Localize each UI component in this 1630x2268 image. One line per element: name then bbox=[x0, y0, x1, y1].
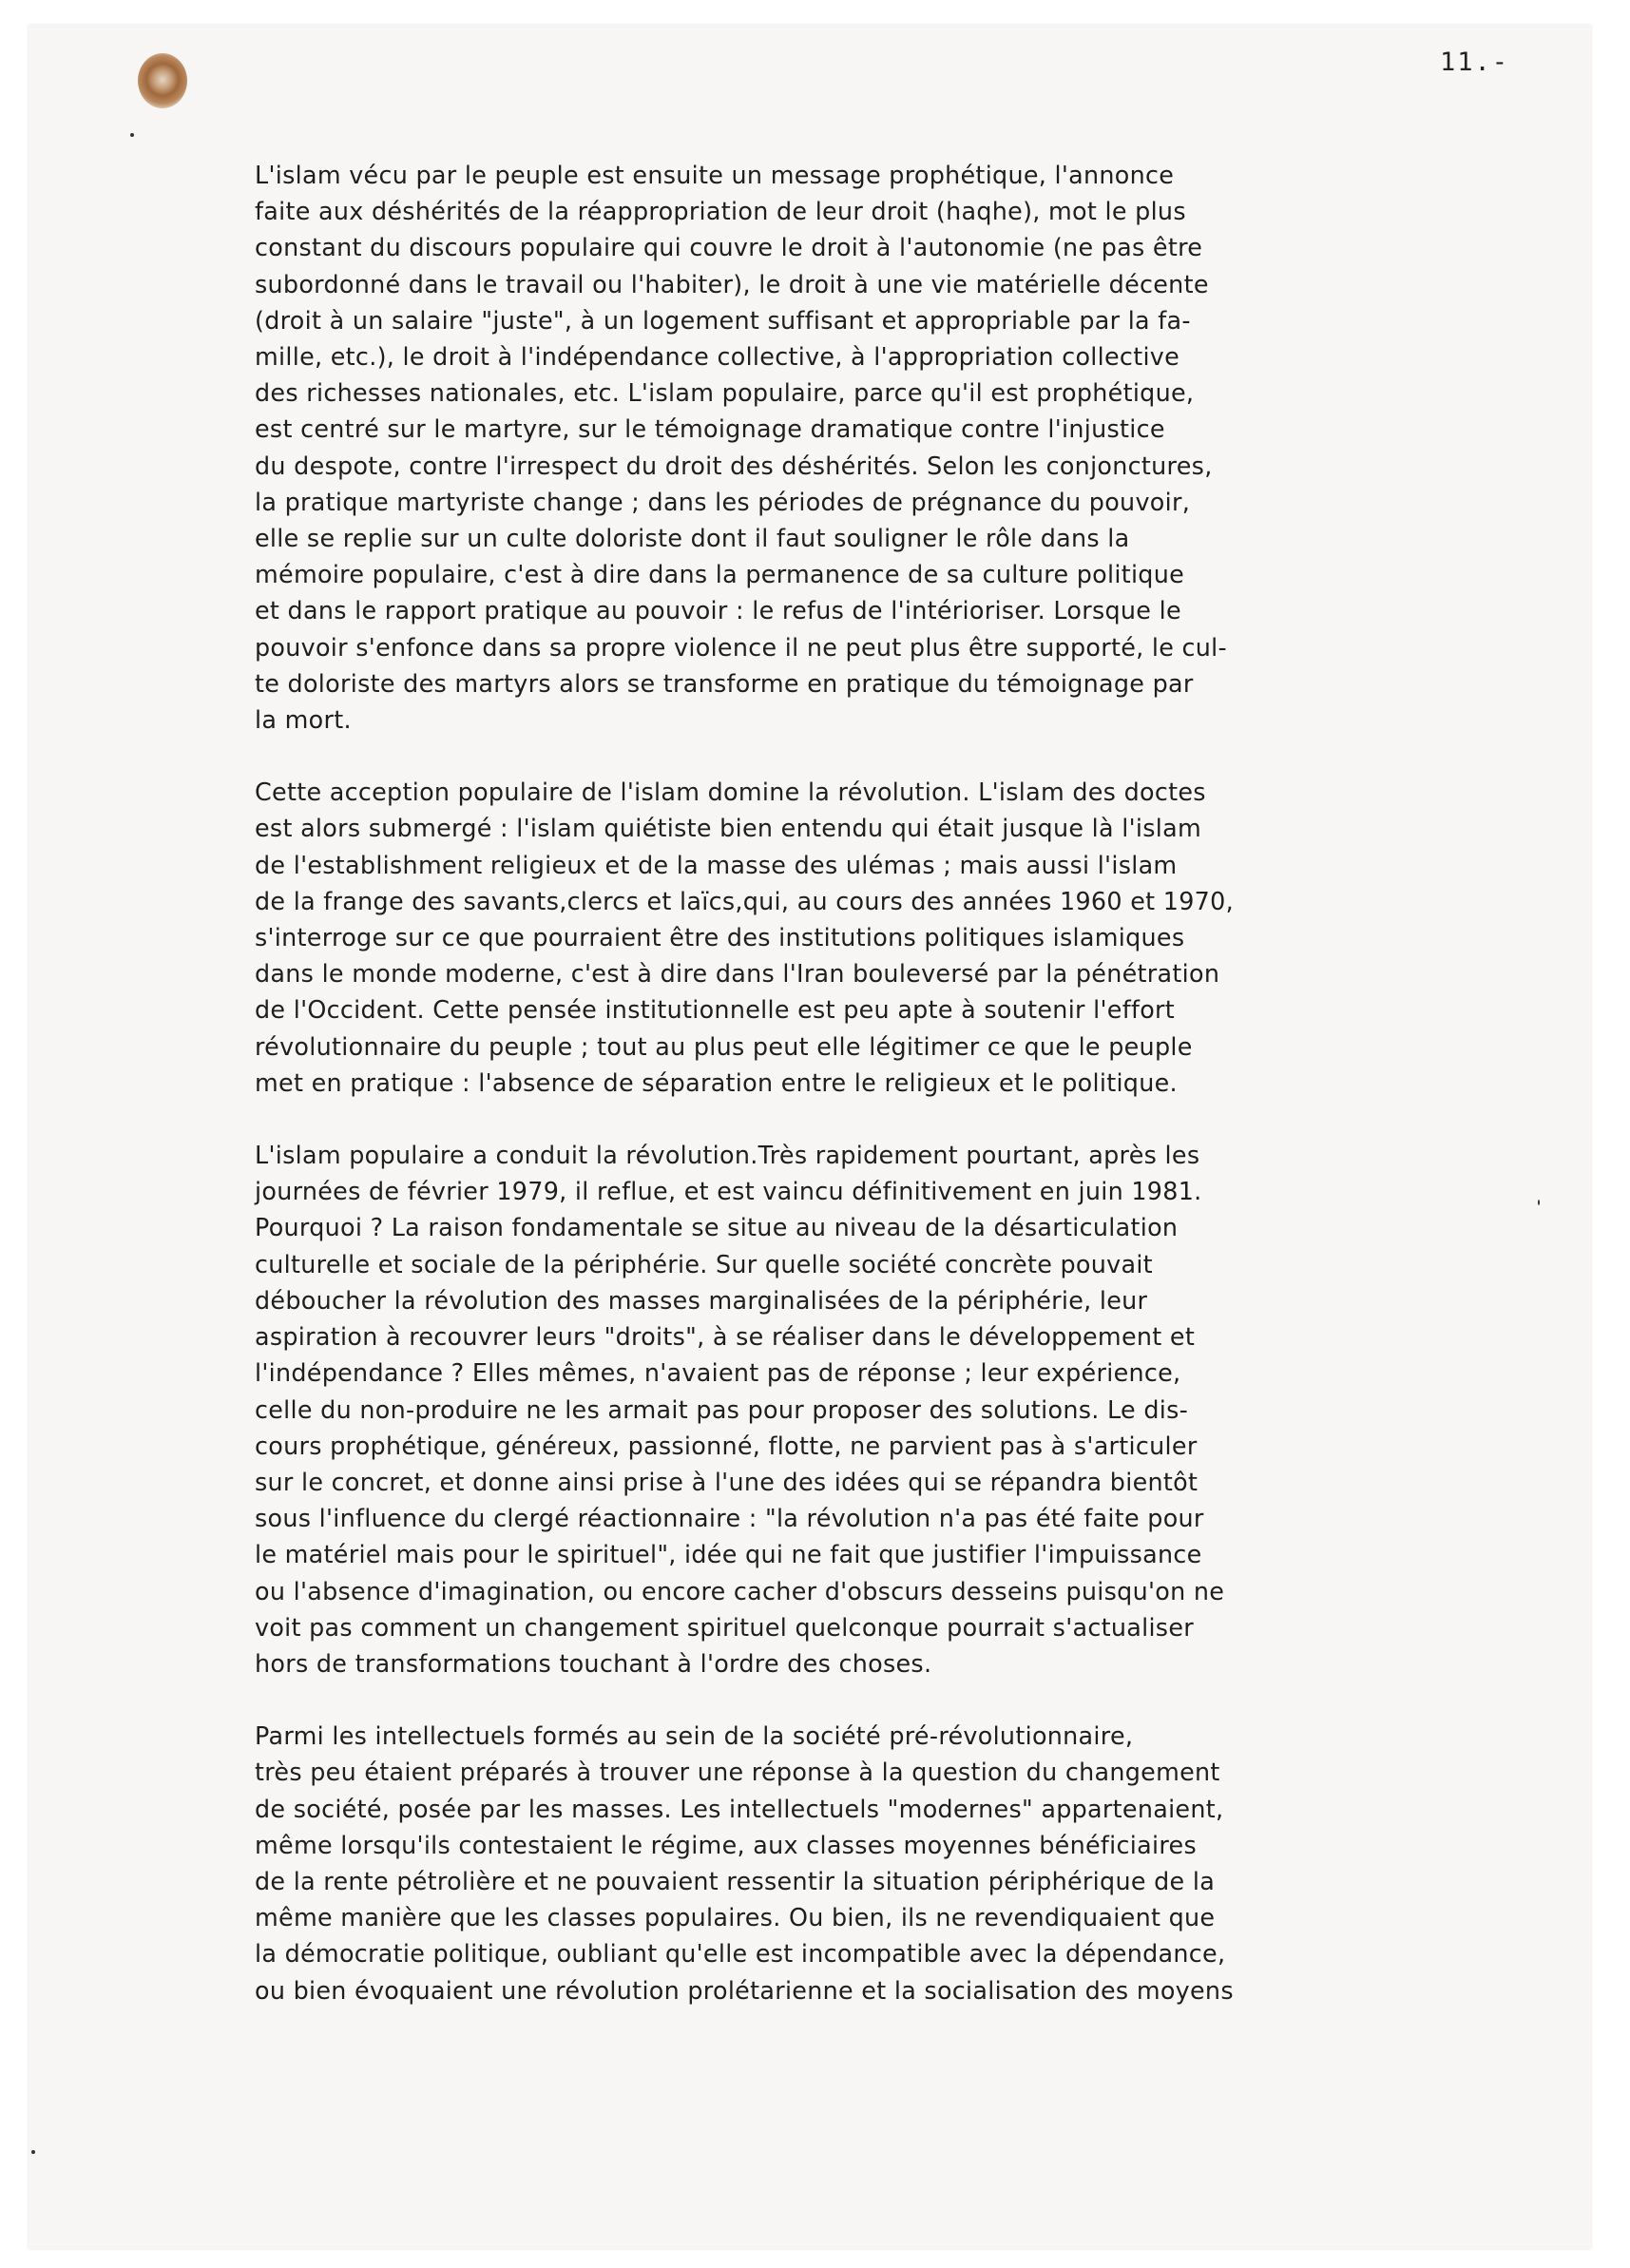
text-line: hors de transformations touchant à l'ordre des choses. bbox=[255, 1648, 932, 1678]
text-line: culturelle et sociale de la périphérie. Sur quelle société concrète pouvait bbox=[255, 1249, 1153, 1278]
paragraph-3 bbox=[255, 1137, 1566, 1682]
text-line: et dans le rapport pratique au pouvoir : le refus de l'intérioriser. Lorsque le bbox=[255, 596, 1181, 625]
text-line: révolutionnaire du peuple ; tout au plus peut elle légitimer ce que le peuple bbox=[255, 1031, 1193, 1061]
text-line: la démocratie politique, oubliant qu'elle est incompatible avec la dépendance, bbox=[255, 1939, 1226, 1969]
stain-mark bbox=[138, 53, 187, 108]
text-line: constant du discours populaire qui couvre le droit à l'autonomie (ne pas être bbox=[255, 233, 1203, 262]
text-line: met en pratique : l'absence de séparation entre le religieux et le politique. bbox=[255, 1067, 1178, 1097]
text-line: de la rente pétrolière et ne pouvaient ressentir la situation périphérique de la bbox=[255, 1866, 1216, 1895]
text-line: sous l'influence du clergé réactionnaire : "la révolution n'a pas été faite pour bbox=[255, 1504, 1204, 1533]
text-line: Cette acception populaire de l'islam domine la révolution. L'islam des doctes bbox=[255, 778, 1206, 807]
text-line: de société, posée par les masses. Les intellectuels "modernes" appartenaient, bbox=[255, 1794, 1224, 1823]
text-line: mémoire populaire, c'est à dire dans la permanence de sa culture politique bbox=[255, 560, 1185, 589]
page-number: 11.- bbox=[1440, 48, 1510, 77]
document-body bbox=[255, 157, 1566, 2045]
text-line: ou l'absence d'imagination, ou encore cacher d'obscurs desseins puisqu'on ne bbox=[255, 1576, 1225, 1605]
text-line: déboucher la révolution des masses marginalisées de la périphérie, leur bbox=[255, 1285, 1148, 1315]
text-line: elle se replie sur un culte doloriste dont il faut souligner le rôle dans la bbox=[255, 524, 1130, 553]
text-line: dans le monde moderne, c'est à dire dans l'Iran bouleversé par la pénétration bbox=[255, 959, 1220, 989]
text-line: aspiration à recouvrer leurs "droits", à se réaliser dans le développement et bbox=[255, 1322, 1196, 1352]
text-line: des richesses nationales, etc. L'islam populaire, parce qu'il est prophétique, bbox=[255, 378, 1195, 408]
paragraph-4 bbox=[255, 1718, 1566, 2009]
speck-mark bbox=[31, 2150, 35, 2154]
text-line: très peu étaient préparés à trouver une réponse à la question du changement bbox=[255, 1758, 1220, 1787]
text-line: journées de février 1979, il reflue, et est vaincu définitivement en juin 1981. bbox=[255, 1177, 1202, 1206]
text-line: même manière que les classes populaires. Ou bien, ils ne revendiquaient que bbox=[255, 1903, 1216, 1932]
text-line: est alors submergé : l'islam quiétiste bien entendu qui était jusque là l'islam bbox=[255, 814, 1201, 843]
text-line: la pratique martyriste change ; dans les périodes de prégnance du pouvoir, bbox=[255, 487, 1191, 516]
text-line: voit pas comment un changement spirituel quelconque pourrait s'actualiser bbox=[255, 1612, 1194, 1642]
text-line: mille, etc.), le droit à l'indépendance collective, à l'appropriation collective bbox=[255, 342, 1180, 372]
text-line: ou bien évoquaient une révolution prolétarienne et la socialisation des moyens bbox=[255, 1975, 1234, 2005]
text-line: Parmi les intellectuels formés au sein de la société pré-révolutionnaire, bbox=[255, 1721, 1134, 1751]
text-line: est centré sur le martyre, sur le témoignage dramatique contre l'injustice bbox=[255, 414, 1165, 444]
text-line: sur le concret, et donne ainsi prise à l'une des idées qui se répandra bientôt bbox=[255, 1467, 1199, 1496]
text-line: s'interroge sur ce que pourraient être des institutions politiques islamiques bbox=[255, 923, 1185, 952]
text-line: de l'establishment religieux et de la masse des ulémas ; mais aussi l'islam bbox=[255, 850, 1178, 879]
text-line: même lorsqu'ils contestaient le régime, aux classes moyennes bénéficiaires bbox=[255, 1830, 1197, 1859]
text-line: (droit à un salaire "juste", à un logement suffisant et appropriable par la fa- bbox=[255, 305, 1191, 335]
text-line: L'islam vécu par le peuple est ensuite un message prophétique, l'annonce bbox=[255, 161, 1175, 189]
speck-mark bbox=[130, 133, 134, 137]
paragraph-2 bbox=[255, 774, 1566, 1101]
text-line: celle du non-produire ne les armait pas pour proposer des solutions. Le dis- bbox=[255, 1394, 1189, 1424]
text-line: faite aux déshérités de la réappropriation de leur droit (haqhe), mot le plus bbox=[255, 197, 1186, 226]
text-line: de l'Occident. Cette pensée institutionnelle est peu apte à soutenir l'effort bbox=[255, 995, 1176, 1025]
paragraph-1 bbox=[255, 157, 1566, 738]
text-line: de la frange des savants,clercs et laïcs,qui, au cours des années 1960 et 1970, bbox=[255, 886, 1234, 915]
text-line: la mort. bbox=[255, 705, 352, 735]
text-line: le matériel mais pour le spirituel", idée qui ne fait que justifier l'impuissance bbox=[255, 1540, 1202, 1569]
text-line: cours prophétique, généreux, passionné, flotte, ne parvient pas à s'articuler bbox=[255, 1431, 1198, 1460]
text-line: subordonné dans le travail ou l'habiter), le droit à une vie matérielle décente bbox=[255, 269, 1209, 298]
text-line: Pourquoi ? La raison fondamentale se situe au niveau de la désarticulation bbox=[255, 1213, 1179, 1242]
text-line: du despote, contre l'irrespect du droit des déshérités. Selon les conjonctures, bbox=[255, 451, 1213, 480]
text-line: l'indépendance ? Elles mêmes, n'avaient pas de réponse ; leur expérience, bbox=[255, 1358, 1181, 1388]
text-line: pouvoir s'enfonce dans sa propre violence il ne peut plus être supporté, le cul- bbox=[255, 632, 1227, 662]
text-line: L'islam populaire a conduit la révolution.Très rapidement pourtant, après les bbox=[255, 1141, 1200, 1170]
text-line: te doloriste des martyrs alors se transforme en pratique du témoignage par bbox=[255, 668, 1194, 698]
